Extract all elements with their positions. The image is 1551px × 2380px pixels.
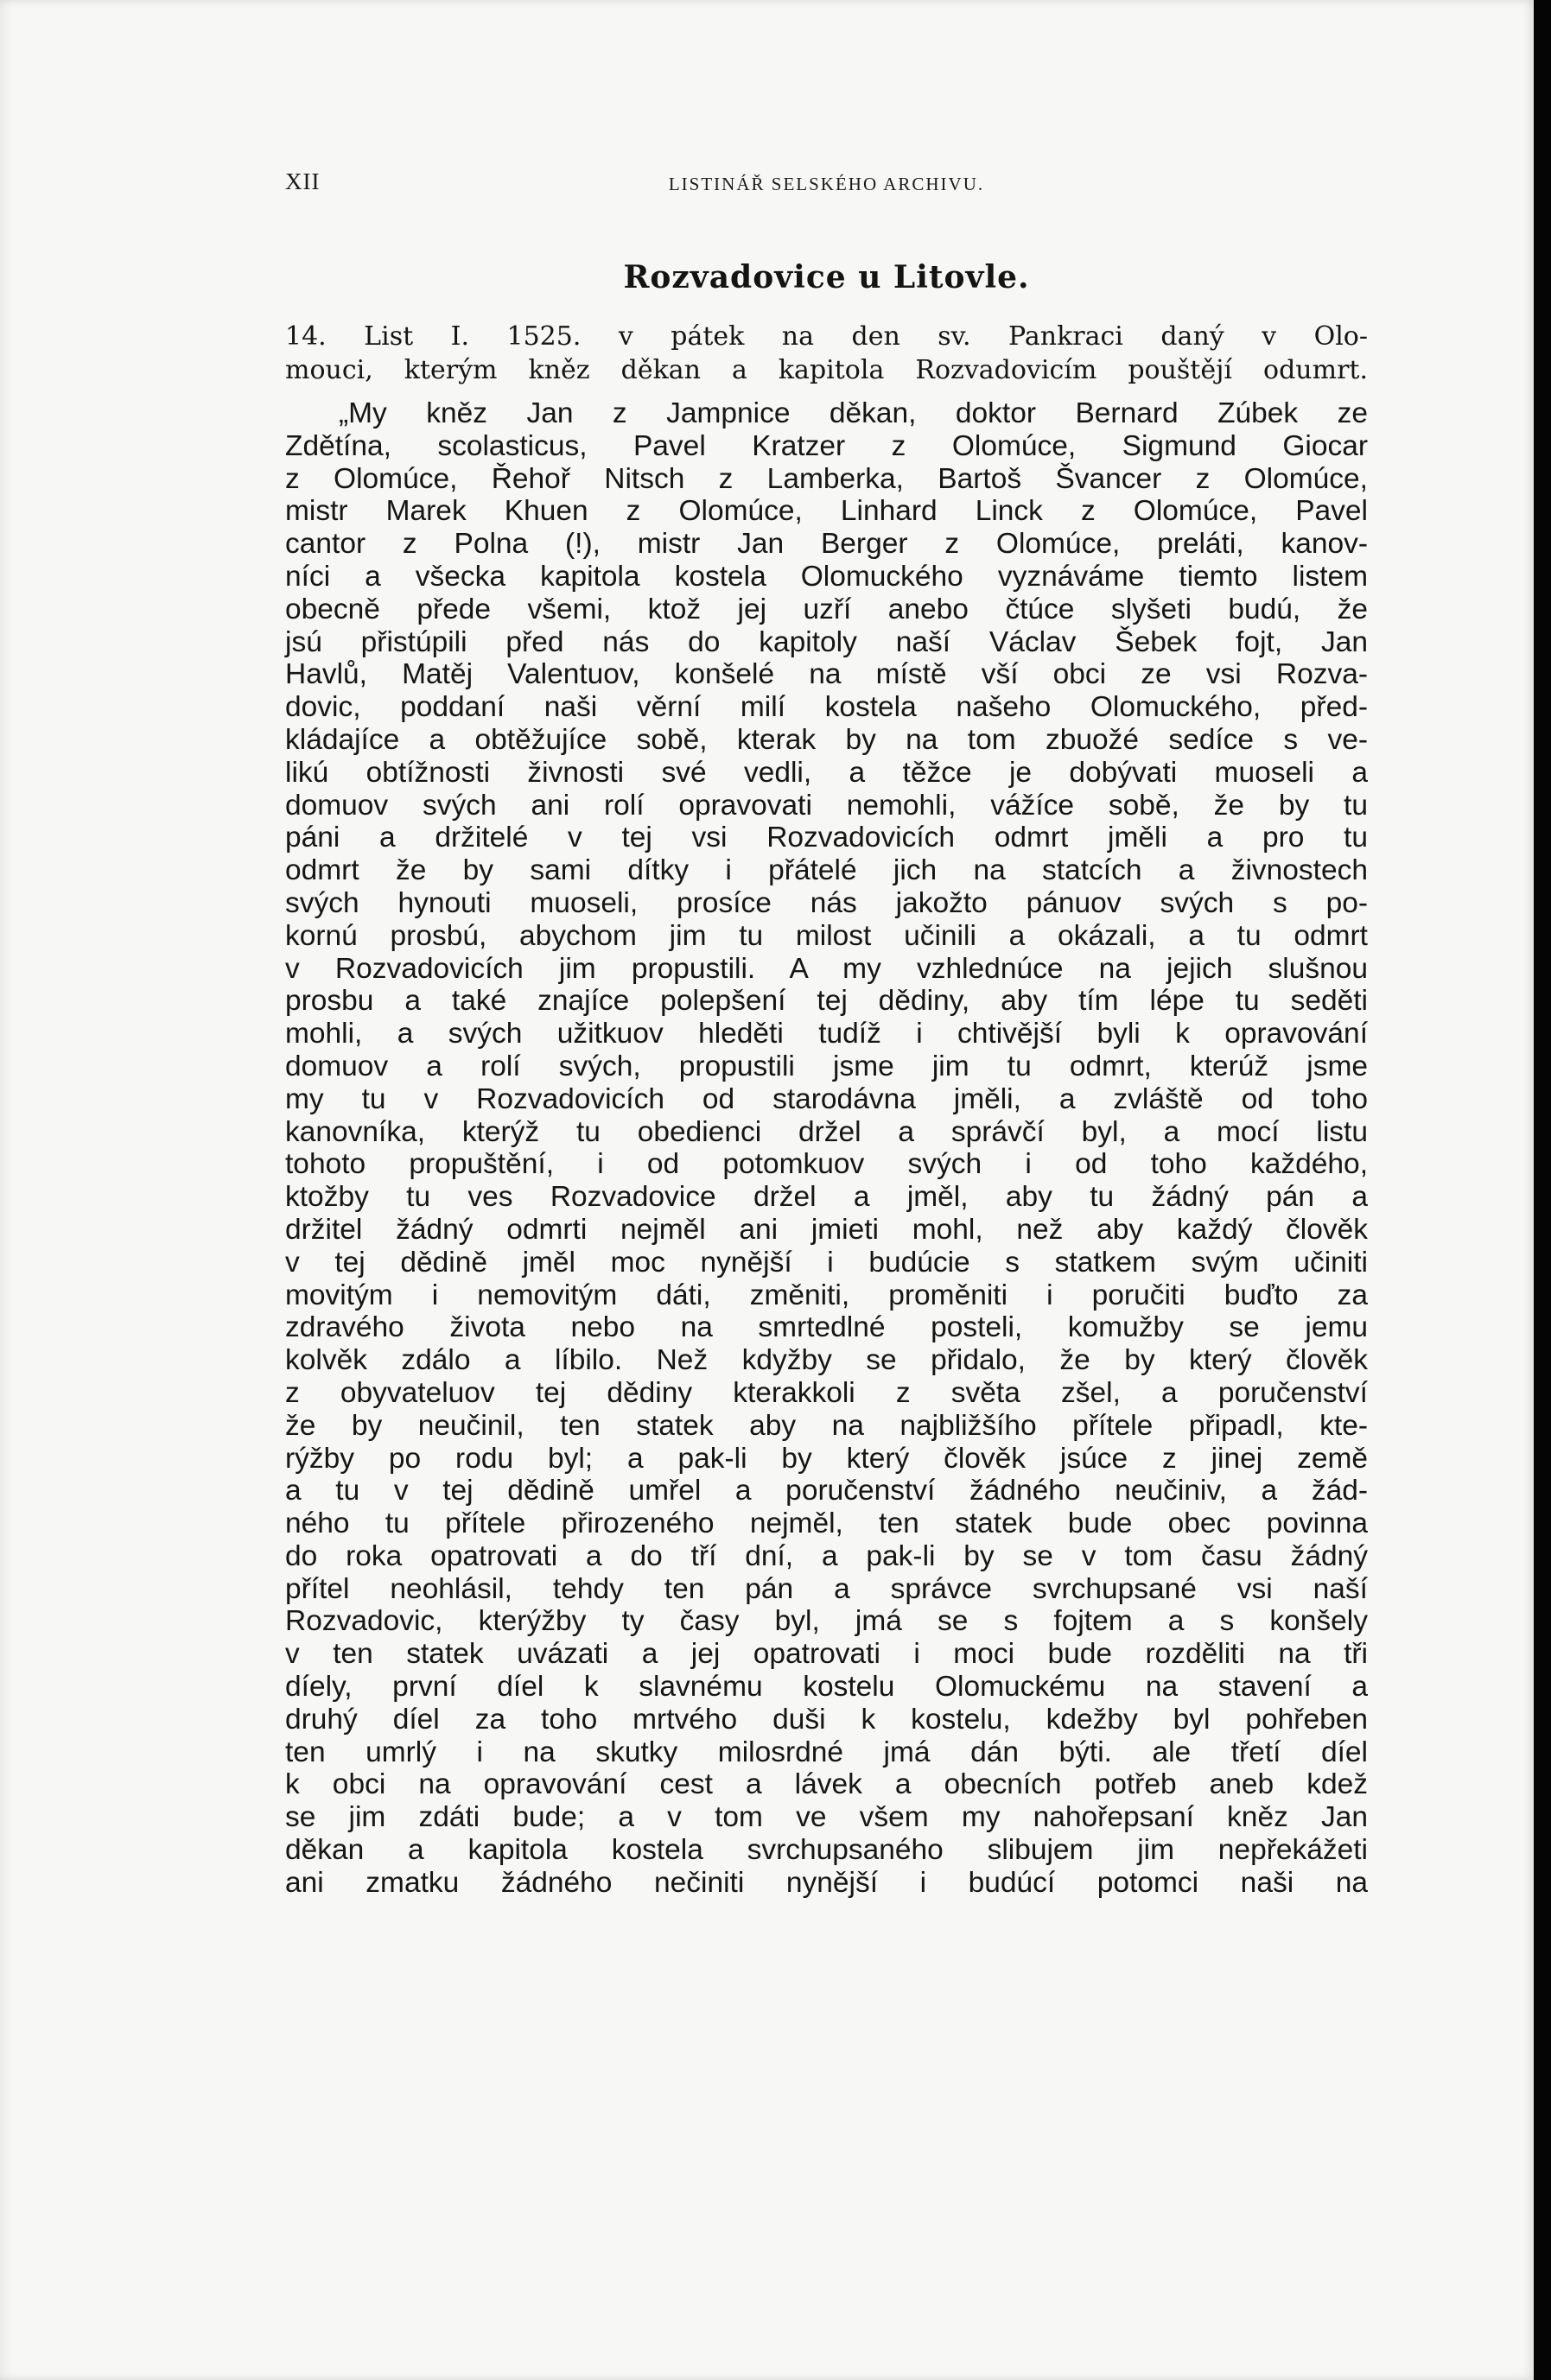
body-line: obecně přede všemi, ktož jej uzří anebo čtúce slyšeti budú, že — [285, 593, 1368, 625]
regest-summary — [285, 320, 1368, 387]
regest-line: mouci, kterým kněz děkan a kapitola Rozvadovicím pouštějí odumrt. — [285, 355, 1368, 385]
body-line: Havlů, Matěj Valentuov, konšelé na místě vší obci ze vsi Rozva- — [285, 658, 1368, 691]
body-line: druhý díel za toho mrtvého duši k kostelu, kdežby byl pohřeben — [285, 1703, 1368, 1736]
body-line: my tu v Rozvadovicích od starodávna jměli, a zvláště od toho — [285, 1082, 1368, 1115]
body-line: ného tu přítele přirozeného nejměl, ten statek bude obec povinna — [285, 1507, 1368, 1540]
body-line: Zdětína, scolasticus, Pavel Kratzer z Olomúce, Sigmund Giocar — [285, 429, 1368, 462]
body-line: jsú přistúpili před nás do kapitoly naší Václav Šebek fojt, Jan — [285, 625, 1368, 658]
body-line: odmrt že by sami dítky i přátelé jich na statcích a živnostech — [285, 854, 1368, 887]
body-line: prosbu a také znajíce polepšení tej dědiny, aby tím lépe tu seděti — [285, 985, 1368, 1018]
body-line: Rozvadovic, kterýžby ty časy byl, jmá se s fojtem a s konšely — [285, 1605, 1368, 1638]
body-line: movitým i nemovitým dáti, změniti, proměniti i poručiti buďto za — [285, 1279, 1368, 1311]
body-line: z Olomúce, Řehoř Nitsch z Lamberka, Bartoš Švancer z Olomúce, — [285, 462, 1368, 495]
body-line: držitel žádný odmrti nejměl ani jmieti mohl, než aby každý člověk — [285, 1213, 1368, 1246]
body-line: rýžby po rodu byl; a pak-li by který člověk jsúce z jinej země — [285, 1442, 1368, 1475]
body-line: mistr Marek Khuen z Olomúce, Linhard Linck z Olomúce, Pavel — [285, 495, 1368, 528]
body-line: děkan a kapitola kostela svrchupsaného slibujem jim nepřekážeti — [285, 1834, 1368, 1867]
body-line: kornú prosbú, abychom jim tu milost učinili a okázali, a tu odmrt — [285, 919, 1368, 952]
body-line: v ten statek uvázati a jej opatrovati i moci bude rozděliti na tři — [285, 1638, 1368, 1671]
body-line: ani zmatku žádného nečiniti nynější i budúcí potomci naši na — [285, 1866, 1368, 1899]
body-line: kanovníka, kterýž tu obedienci držel a správčí byl, a mocí listu — [285, 1115, 1368, 1148]
regest-line: 14. List I. 1525. v pátek na den sv. Pankraci daný v Olo- — [285, 321, 1368, 352]
body-line: likú obtížnosti živnosti své vedli, a těžce je dobývati muoseli a — [285, 756, 1368, 789]
body-line: svých hynouti muoseli, prosíce nás jakožto pánuov svých s po- — [285, 886, 1368, 919]
body-line: tohoto propuštění, i od potomkuov svých i od toho každého, — [285, 1148, 1368, 1181]
body-line: přítel neohlásil, tehdy ten pán a správce svrchupsané vsi naší — [285, 1572, 1368, 1605]
running-title: LISTINÁŘ SELSKÉHO ARCHIVU. — [668, 174, 985, 194]
body-line: cantor z Polna (!), mistr Jan Berger z Olomúce, preláti, kanov- — [285, 528, 1368, 561]
body-line: v Rozvadovicích jim propustili. A my vzhlednúce na jejich slušnou — [285, 952, 1368, 985]
scan-edge — [1534, 0, 1551, 2380]
document-body — [285, 397, 1368, 1900]
body-line: mohli, a svých užitkuov hleděti tudíž i chtivější byli k opravování — [285, 1018, 1368, 1050]
body-line: a tu v tej dědině umřel a poručenství žádného neučiniv, a žád- — [285, 1475, 1368, 1507]
body-line: ten umrlý i na skutky milosrdné jmá dán býti. ale třetí díel — [285, 1736, 1368, 1768]
section-title: Rozvadovice u Litovle. — [623, 259, 1030, 295]
body-line: v tej dědině jměl moc nynější i budúcie s statkem svým učiniti — [285, 1246, 1368, 1279]
body-line: ktožby tu ves Rozvadovice držel a jměl, aby tu žádný pán a — [285, 1181, 1368, 1214]
body-line: níci a všecka kapitola kostela Olomuckého vyznáváme tiemto listem — [285, 560, 1368, 593]
body-line: domuov svých ani rolí opravovati nemohli, vážíce sobě, že by tu — [285, 789, 1368, 822]
body-line: dovic, poddaní naši věrní milí kostela našeho Olomuckého, před- — [285, 691, 1368, 724]
body-line: kolvěk zdálo a líbilo. Než kdyžby se přidalo, že by který člověk — [285, 1344, 1368, 1377]
body-line: z obyvateluov tej dědiny kterakkoli z světa zšel, a poručenství — [285, 1376, 1368, 1409]
body-line: domuov a rolí svých, propustili jsme jim tu odmrt, kterúž jsme — [285, 1050, 1368, 1082]
page-number: XII — [285, 168, 321, 194]
body-line: se jim zdáti bude; a v tom ve všem my nahořepsaní kněz Jan — [285, 1801, 1368, 1834]
body-line: k obci na opravování cest a lávek a obecních potřeb aneb kdež — [285, 1768, 1368, 1801]
body-line: do roka opatrovati a do tří dní, a pak-li by se v tom času žádný — [285, 1539, 1368, 1572]
body-line: že by neučinil, ten statek aby na najbližšího přítele připadl, kte- — [285, 1409, 1368, 1442]
page-header — [285, 168, 1368, 203]
body-line: páni a držitelé v tej vsi Rozvadovicích odmrt jměli a pro tu — [285, 822, 1368, 854]
body-line: díely, první díel k slavnému kostelu Olomuckému na stavení a — [285, 1671, 1368, 1704]
body-line: „My kněz Jan z Jampnice děkan, doktor Bernard Zúbek ze — [339, 397, 1368, 429]
body-line: zdravého života nebo na smrtedlné posteli, komužby se jemu — [285, 1311, 1368, 1344]
body-line: kládajíce a obtěžujíce sobě, kterak by na tom zbuožé sedíce s ve- — [285, 723, 1368, 756]
